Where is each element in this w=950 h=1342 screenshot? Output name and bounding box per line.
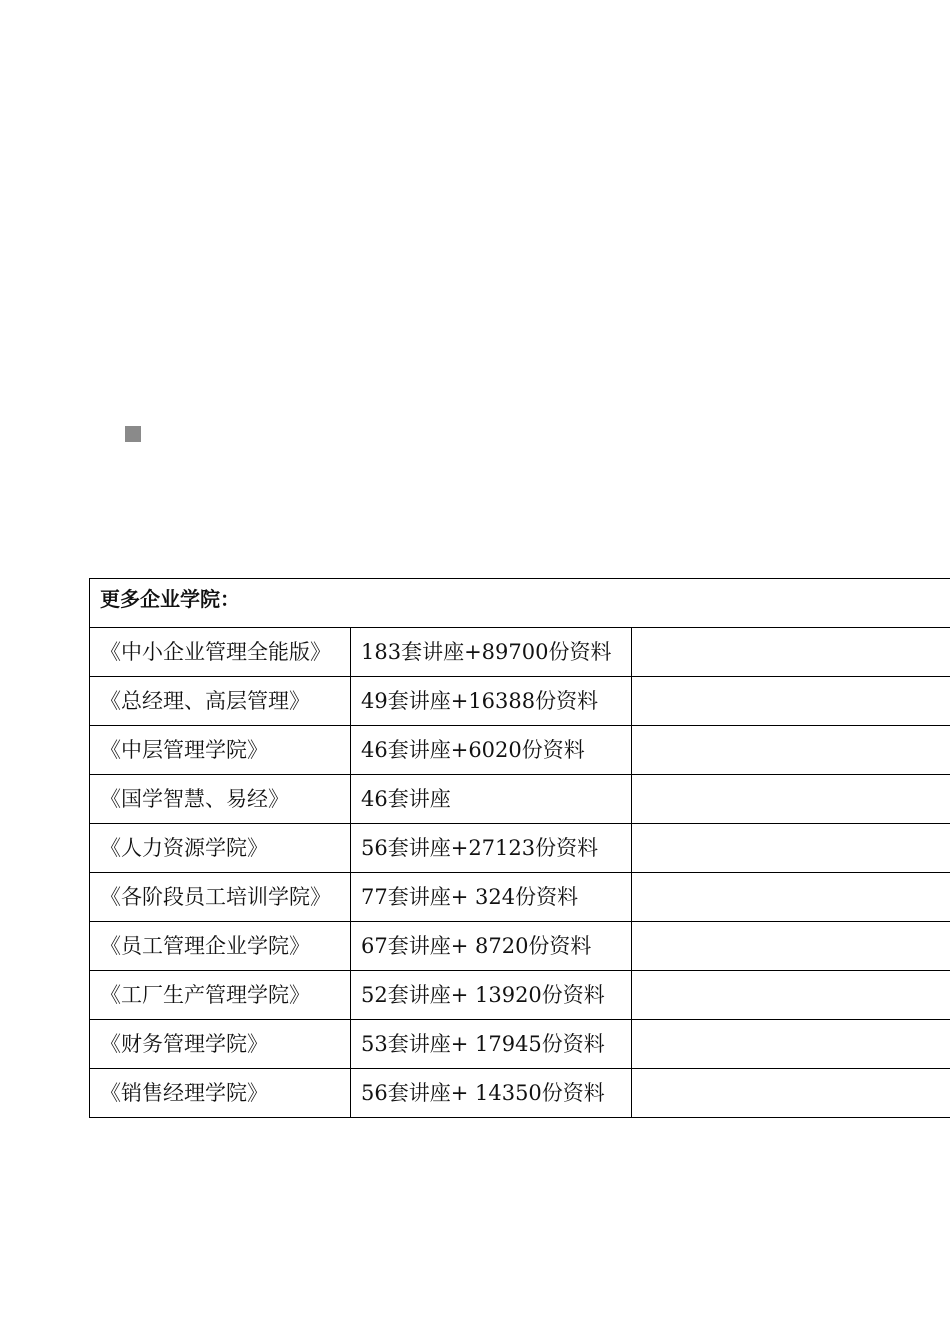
course-table xyxy=(89,578,950,1118)
course-detail: 56套讲座+ 14350份资料 xyxy=(351,1069,632,1118)
course-detail: 56套讲座+27123份资料 xyxy=(351,824,632,873)
course-name: 《各阶段员工培训学院》 xyxy=(90,873,351,922)
table-row xyxy=(90,677,950,726)
course-name: 《人力资源学院》 xyxy=(90,824,351,873)
table-row xyxy=(90,971,950,1020)
table-row xyxy=(90,1020,950,1069)
course-name: 《销售经理学院》 xyxy=(90,1069,351,1118)
table-row xyxy=(90,775,950,824)
course-detail: 52套讲座+ 13920份资料 xyxy=(351,971,632,1020)
empty-cell xyxy=(632,1069,950,1118)
table-title: 更多企业学院： xyxy=(90,579,950,628)
empty-cell xyxy=(632,677,950,726)
course-name: 《中小企业管理全能版》 xyxy=(90,628,351,677)
course-detail: 77套讲座+ 324份资料 xyxy=(351,873,632,922)
course-detail: 183套讲座+89700份资料 xyxy=(351,628,632,677)
course-name: 《员工管理企业学院》 xyxy=(90,922,351,971)
course-name: 《国学智慧、易经》 xyxy=(90,775,351,824)
table-row xyxy=(90,628,950,677)
empty-cell xyxy=(632,922,950,971)
bullet-square-icon xyxy=(125,426,141,442)
empty-cell xyxy=(632,628,950,677)
table-row xyxy=(90,824,950,873)
course-name: 《中层管理学院》 xyxy=(90,726,351,775)
table-header-row xyxy=(90,579,950,628)
course-detail: 49套讲座+16388份资料 xyxy=(351,677,632,726)
course-detail: 46套讲座+6020份资料 xyxy=(351,726,632,775)
empty-cell xyxy=(632,824,950,873)
table-row xyxy=(90,1069,950,1118)
course-detail: 67套讲座+ 8720份资料 xyxy=(351,922,632,971)
course-name: 《工厂生产管理学院》 xyxy=(90,971,351,1020)
empty-cell xyxy=(632,775,950,824)
table-row xyxy=(90,922,950,971)
course-name: 《总经理、高层管理》 xyxy=(90,677,351,726)
empty-cell xyxy=(632,873,950,922)
course-name: 《财务管理学院》 xyxy=(90,1020,351,1069)
empty-cell xyxy=(632,726,950,775)
empty-cell xyxy=(632,1020,950,1069)
empty-cell xyxy=(632,971,950,1020)
table-row xyxy=(90,873,950,922)
table-row xyxy=(90,726,950,775)
course-detail: 53套讲座+ 17945份资料 xyxy=(351,1020,632,1069)
course-detail: 46套讲座 xyxy=(351,775,632,824)
